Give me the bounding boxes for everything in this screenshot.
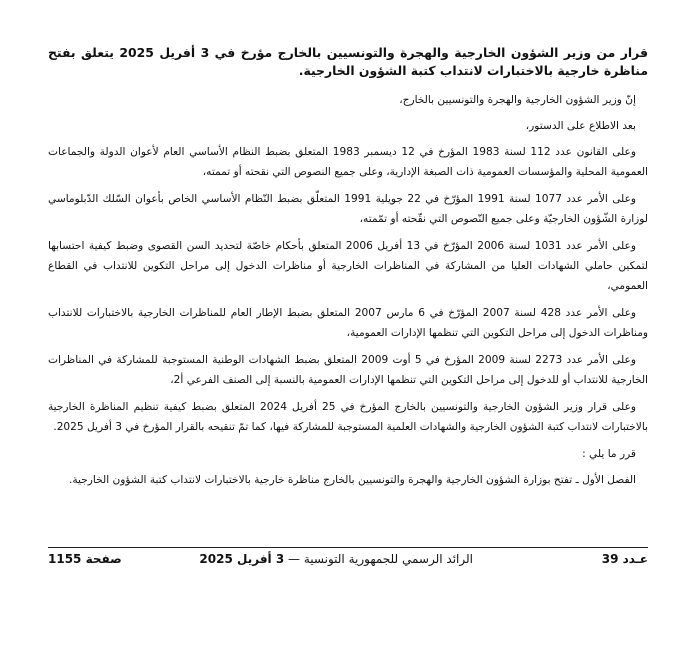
decree-title: قرار من وزير الشؤون الخارجية والهجرة والتونسيين بالخارج مؤرخ في 3 أفريل 2025 يتعلق بفتح مناظرة خارجية بالاختبارات لانتداب كتبة الشؤون الخارجية. bbox=[48, 45, 648, 78]
paragraph-order-1991: وعلى الأمر عدد 1077 لسنة 1991 المؤرّخ في 22 جويلية 1991 المتعلّق بضبط النّظام الأساسي الخاص بأعوان السّلك الدّبلوماسي لوزارة الشّؤون الخارجيّة وعلى جميع النّصوص التي نقّحته أو تمّمته، bbox=[48, 193, 648, 225]
paragraph-order-2007: وعلى الأمر عدد 428 لسنة 2007 المؤرّخ في 6 مارس 2007 المتعلق بضبط الإطار العام للمناظرات الخارجية بالاختبارات للانتداب ومناظرات الدخول إلى مراحل التكوين التي تنظمها الإدارات العمومية، bbox=[48, 307, 648, 339]
paragraph-constitution: بعد الاطلاع على الدستور، bbox=[525, 120, 636, 132]
paragraph-order-2006: وعلى الأمر عدد 1031 لسنة 2006 المؤرّخ في 13 أفريل 2006 المتعلق بأحكام خاصّة لتحديد السن القصوى وضبط كيفية احتسابها لتمكين حاملي الشهادات العليا من المشاركة في المناظرات الخارجية أو مناظرات الدخول إلى مراحل التكوين للانتداب في القطاع العمومي، bbox=[48, 240, 648, 292]
page-footer bbox=[48, 552, 648, 572]
paragraph-decision-2024: وعلى قرار وزير الشؤون الخارجية والتونسيين بالخارج المؤرخ في 25 أفريل 2024 المتعلق بضبط كيفية تنظيم المناظرة الخارجية بالاختبارات لانتداب كتبة الشؤون الخارجية والشهادات العلمية المستوجبة للمشاركة فيها، كما تمّ تنقيحه بالقرار المؤرخ في 3 أفريل 2025. bbox=[48, 401, 648, 433]
issue-number: عـدد 39 bbox=[601, 552, 648, 566]
paragraph-order-2009: وعلى الأمر عدد 2273 لسنة 2009 المؤرخ في 5 أوت 2009 المتعلق بضبط الشهادات الوطنية المستوجبة للمشاركة في المناظرات الخارجية للانتداب أو للدخول إلى مراحل التكوين التي تنظمها الإدارات العمومية بالنسبة إلى الصنف الفرعي أ2، bbox=[48, 354, 648, 386]
paragraph-article-1: الفصل الأول ـ تفتح بوزارة الشؤون الخارجية والهجرة والتونسيين بالخارج مناظرة خارجية بالاختبارات لانتداب كتبة الشؤون الخارجية. bbox=[69, 474, 636, 486]
publication-date: 3 أفريل 2025 bbox=[199, 552, 285, 566]
document-body bbox=[48, 44, 648, 497]
page-number: صفحة 1155 bbox=[48, 552, 122, 566]
journal-name bbox=[199, 552, 473, 566]
journal-title: الرائد الرسمي للجمهورية التونسية — bbox=[288, 552, 473, 566]
paragraph-law-1983: وعلى القانون عدد 112 لسنة 1983 المؤرخ في 12 ديسمبر 1983 المتعلق بضبط النظام الأساسي العام لأعوان الدولة والجماعات العمومية المحلية والمؤسسات العمومية ذات الصبغة الإدارية، وعلى جميع النصوص التي نقحته أو تممته، bbox=[48, 146, 648, 178]
paragraph-preamble: إنّ وزير الشؤون الخارجية والهجرة والتونسيين بالخارج، bbox=[399, 94, 636, 106]
footer-divider bbox=[48, 547, 648, 548]
paragraph-decides: قرر ما يلي : bbox=[582, 448, 636, 460]
